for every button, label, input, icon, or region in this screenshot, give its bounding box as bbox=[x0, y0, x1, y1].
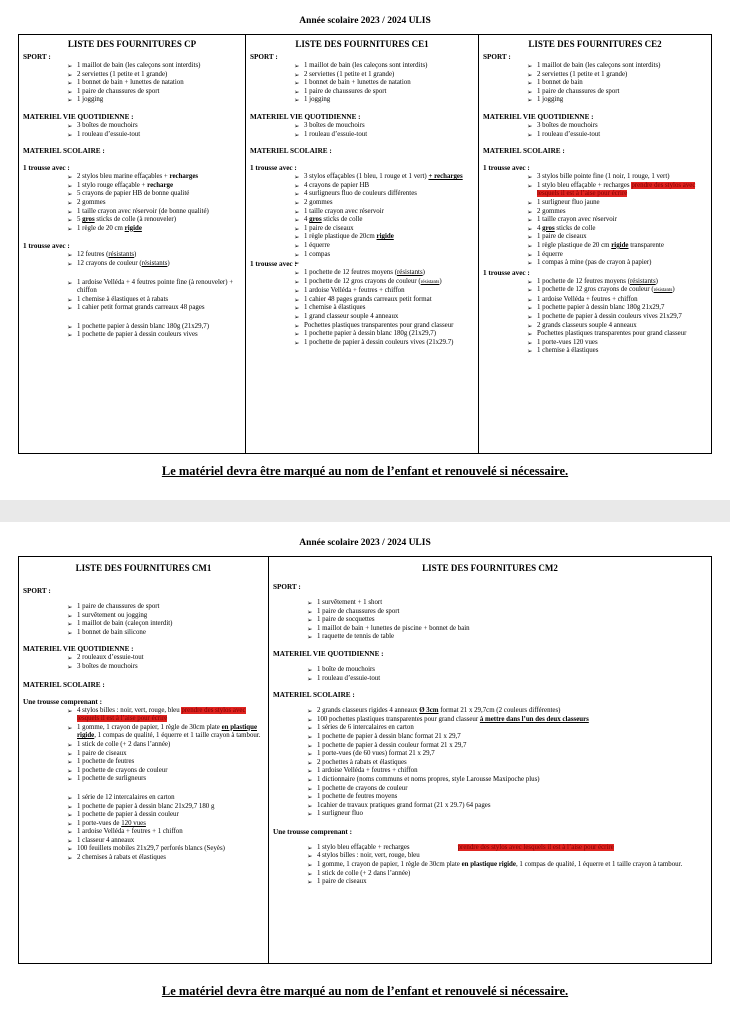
list-item: ➢ 1 cahier petit format grands carreaux 48 pages bbox=[67, 304, 241, 313]
list-item: ➢ 1 maillot de bain (les caleçons sont interdits) bbox=[67, 62, 241, 71]
list-item: ➢ 1 pochette de 12 gros crayons de couleur (résistants) bbox=[527, 286, 707, 296]
trousse-list bbox=[250, 173, 474, 259]
list-item: ➢ 3 boîtes de mouchoirs bbox=[67, 663, 264, 672]
list-item: ➢ Pochettes plastiques transparentes pour grand classeur bbox=[527, 330, 707, 339]
list-item: ➢ 1 stylo bleu effaçable + recharges prendre des stylos avec lesquels il est à l’aise pour écrire bbox=[307, 844, 707, 853]
column-ce1 bbox=[246, 35, 479, 453]
list-item: ➢ 1 pochette de crayons de couleur bbox=[307, 785, 707, 794]
highlight-note: prendre des stylos avec lesquels il est à l’aise pour écrire bbox=[457, 843, 614, 851]
list-item: ➢ 1 paire de chaussures de sport bbox=[294, 88, 474, 97]
supply-table bbox=[18, 556, 712, 964]
list-item: ➢ 3 stylos bille pointe fine (1 noir, 1 rouge, 1 vert) bbox=[527, 173, 707, 182]
list-item: ➢ 4 stylos billes : noir, vert, rouge, bleu prendre des stylos avec lesquels il est à l’aise pour écrire bbox=[67, 707, 264, 724]
list-item: ➢ 2 grands classeurs souple 4 anneaux bbox=[527, 322, 707, 331]
list-item: ➢ 1 jogging bbox=[67, 96, 241, 105]
list-item: ➢ 1 pochette de 12 feutres moyens (résistants) bbox=[527, 278, 707, 287]
list-item: ➢ 1 pochette de 12 feutres moyens (résistants) bbox=[294, 269, 474, 278]
vie-list bbox=[483, 122, 707, 139]
list-item: ➢ 1 paire de chaussures de sport bbox=[307, 608, 707, 617]
list-item: ➢ 1 règle plastique de 20cm rigide bbox=[294, 233, 474, 242]
list-item: ➢ 1 séries de 6 intercalaires en carton bbox=[307, 724, 707, 733]
list-item: ➢ 1 rouleau d’essuie-tout bbox=[294, 131, 474, 140]
list-item: ➢ 3 boîtes de mouchoirs bbox=[67, 122, 241, 131]
list-item: ➢ 4 gros sticks de colle bbox=[527, 225, 707, 234]
list-item: ➢ 1 jogging bbox=[527, 96, 707, 105]
trousse-list bbox=[483, 173, 707, 268]
list-item: ➢ 1 équerre bbox=[527, 251, 707, 260]
list-item: ➢ 100 pochettes plastiques transparentes pour grand classeur à mettre dans l’un des deux classeurs bbox=[307, 716, 707, 725]
list-item: ➢ 2 serviettes (1 petite et 1 grande) bbox=[67, 71, 241, 80]
sport-list bbox=[23, 62, 241, 105]
list-item: ➢ 5 gros sticks de colle (à renouveler) bbox=[67, 216, 241, 225]
list-item: ➢ 4 gros sticks de colle bbox=[294, 216, 474, 225]
list-item: ➢ 1 pochette de papier à dessin couleur bbox=[67, 811, 264, 820]
list-item: ➢ 1 paire de chaussures de sport bbox=[527, 88, 707, 97]
list-item: ➢ 1 pochette de papier à dessin couleurs vives 21x29,7 bbox=[527, 313, 707, 322]
list-item: ➢ 1 chemise à élastiques bbox=[527, 347, 707, 356]
list-item: ➢ 1 pochette papier à dessin blanc 180g (21x29,7) bbox=[294, 330, 474, 339]
list-item: ➢ 1 bonnet de bain + lunettes de natation bbox=[294, 79, 474, 88]
list-item: ➢ 12 crayons de couleur (résistants) bbox=[67, 260, 241, 269]
column-title: LISTE DES FOURNITURES CM2 bbox=[422, 563, 558, 573]
list-item: ➢ 1 série de 12 intercalaires en carton bbox=[67, 794, 264, 803]
list-item: ➢ 1 bonnet de bain bbox=[527, 79, 707, 88]
list-item: ➢ 1 porte-vues de 120 vues bbox=[67, 820, 264, 829]
list-item: ➢ 1 surligneur fluo jaune bbox=[527, 199, 707, 208]
list-item: ➢ 12 feutres (résistants) bbox=[67, 251, 241, 260]
column-title: LISTE DES FOURNITURES CM1 bbox=[75, 563, 212, 573]
column-cm1 bbox=[19, 557, 269, 963]
list-item: ➢ 1 bonnet de bain silicone bbox=[67, 629, 264, 638]
list-item: ➢ 1 stick de colle (+ 2 dans l’année) bbox=[307, 870, 707, 879]
section-scolaire: MATERIEL SCOLAIRE : bbox=[23, 680, 105, 689]
list-item: ➢ 1cahier de travaux pratiques grand format (21 x 29.7) 64 pages bbox=[307, 802, 707, 811]
list-item: ➢ 1 classeur 4 anneaux bbox=[67, 837, 264, 846]
vie-list bbox=[23, 654, 264, 671]
column-title: LISTE DES FOURNITURES CP bbox=[67, 39, 197, 49]
list-item: ➢ 3 boîtes de mouchoirs bbox=[527, 122, 707, 131]
list-item: ➢ 1 pochette papier à dessin blanc 180g 21x29,7 bbox=[527, 304, 707, 313]
section-sport: SPORT : bbox=[23, 587, 51, 595]
list-item: ➢ 1 pochette de surligneurs bbox=[67, 775, 264, 784]
list-item: ➢ 1 maillot de bain + lunettes de piscine + bonnet de bain bbox=[307, 625, 707, 634]
list-item: ➢ 1 règle plastique de 20 cm rigide transparente bbox=[527, 242, 707, 251]
supply-sheet-2 bbox=[0, 522, 730, 1024]
column-cm2 bbox=[269, 557, 711, 963]
section-sport: SPORT : bbox=[483, 53, 511, 61]
list-item: ➢ 1 ardoise Velléda + feutres + chiffon bbox=[307, 767, 707, 776]
list-item: ➢ 1 stick de colle (+ 2 dans l’année) bbox=[67, 741, 264, 750]
list-item: ➢ 1 compas à mine (pas de crayon à papier) bbox=[527, 259, 707, 268]
list-item: ➢ 2 gommes bbox=[294, 199, 474, 208]
trousse-label: Une trousse comprenant : bbox=[273, 827, 352, 836]
list-item: ➢ 1 rouleau d’essuie-tout bbox=[307, 675, 707, 684]
trousse-list bbox=[483, 278, 707, 356]
column-title: LISTE DES FOURNITURES CE2 bbox=[528, 39, 662, 49]
highlight-note: prendre des stylos avec lesquels il est à l’aise pour écrire bbox=[537, 181, 696, 198]
vie-list bbox=[23, 122, 241, 139]
section-vie-quotidienne: MATERIEL VIE QUOTIDIENNE : bbox=[250, 112, 361, 121]
supply-table bbox=[18, 34, 712, 454]
list-item: ➢ 2 gommes bbox=[527, 208, 707, 217]
trousse-list bbox=[23, 173, 241, 233]
column-title: LISTE DES FOURNITURES CE1 bbox=[295, 39, 429, 49]
sport-list bbox=[23, 603, 264, 637]
list-item: ➢ Pochettes plastiques transparentes pour grand classeur bbox=[294, 322, 474, 331]
list-item: ➢ 1 paire de socquettes bbox=[307, 616, 707, 625]
list-item: ➢ 4 surligneurs fluo de couleurs différentes bbox=[294, 190, 474, 199]
section-vie-quotidienne: MATERIEL VIE QUOTIDIENNE : bbox=[23, 112, 134, 121]
list-item: ➢ 1 ardoise Velléda + feutres + 1 chiffon bbox=[67, 828, 264, 837]
list-item: ➢ 1 rouleau d’essuie-tout bbox=[527, 131, 707, 140]
list-item: ➢ 1 bonnet de bain + lunettes de natation bbox=[67, 79, 241, 88]
list-item: ➢ 1 pochette de papier à dessin blanc format 21 x 29,7 bbox=[307, 733, 707, 742]
list-item: ➢ 1 pochette de papier à dessin couleurs vives bbox=[67, 331, 241, 340]
section-sport: SPORT : bbox=[23, 53, 51, 61]
list-item: ➢ 1 porte-vues (de 60 vues) format 21 x 29,7 bbox=[307, 750, 707, 759]
list-item: ➢ 1 paire de ciseaux bbox=[527, 233, 707, 242]
list-item: ➢ 2 serviettes (1 petite et 1 grande) bbox=[294, 71, 474, 80]
section-sport: SPORT : bbox=[273, 583, 301, 591]
list-item: ➢ 1 paire de chaussures de sport bbox=[67, 603, 264, 612]
list-item: ➢ 1 ardoise Velléda + feutres + chiffon bbox=[527, 296, 707, 305]
list-item: ➢ 1 cahier 48 pages grands carreaux petit format bbox=[294, 296, 474, 305]
list-item: ➢ 1 boîte de mouchoirs bbox=[307, 666, 707, 675]
trousse-label: 1 trousse avec : bbox=[483, 268, 530, 277]
list-item: ➢ 2 rouleaux d’essuie-tout bbox=[67, 654, 264, 663]
list-item: ➢ 1 pochette papier à dessin blanc 180g (21x29,7) bbox=[67, 323, 241, 332]
list-item: ➢ 1 grand classeur souple 4 anneaux bbox=[294, 313, 474, 322]
list-item: ➢ 1 chemise à élastiques et à rabats bbox=[67, 296, 241, 305]
vie-list bbox=[250, 122, 474, 139]
list-item: ➢ 1 pochette de papier à dessin blanc 21x29,7 180 g bbox=[67, 803, 264, 812]
section-scolaire: MATERIEL SCOLAIRE : bbox=[23, 147, 105, 156]
list-item: ➢ 5 crayons de papier HB de bonne qualité bbox=[67, 190, 241, 199]
list-item: ➢ 1 taille crayon avec réservoir bbox=[527, 216, 707, 225]
sport-list bbox=[273, 599, 707, 642]
list-item: ➢ 1 équerre bbox=[294, 242, 474, 251]
section-vie-quotidienne: MATERIEL VIE QUOTIDIENNE : bbox=[273, 649, 384, 658]
trousse-label: 1 trousse avec : bbox=[250, 164, 297, 173]
scolaire-list bbox=[273, 707, 707, 819]
list-item: ➢ 1 dictionnaire (noms communs et noms propres, style Larousse Maxipoche plus) bbox=[307, 776, 707, 785]
list-item: ➢ 1 règle de 20 cm rigide bbox=[67, 225, 241, 234]
column-cp bbox=[19, 35, 246, 453]
list-item: ➢ 1 pochette de crayons de couleur bbox=[67, 767, 264, 776]
list-item: ➢ 1 pochette de 12 gros crayons de couleur (résistants) bbox=[294, 278, 474, 288]
list-item: ➢ 1 taille crayon avec réservoir bbox=[294, 208, 474, 217]
page-separator bbox=[0, 500, 730, 522]
list-item: ➢ 1 stylo rouge effaçable + recharge bbox=[67, 182, 241, 191]
list-item: ➢ 3 boîtes de mouchoirs bbox=[294, 122, 474, 131]
trousse-label: 1 trousse avec : bbox=[23, 242, 70, 251]
page-header: Année scolaire 2023 / 2024 ULIS bbox=[299, 16, 431, 26]
vie-list bbox=[273, 666, 707, 683]
list-item: ➢ 1 paire de ciseaux bbox=[67, 750, 264, 759]
list-item: ➢ 2 grands classeurs rigides 4 anneaux Ø 3cm format 21 x 29,7cm (2 couleurs différentes) bbox=[307, 707, 707, 716]
section-sport: SPORT : bbox=[250, 53, 278, 61]
list-item: ➢ 1 raquette de tennis de table bbox=[307, 633, 707, 642]
list-item: ➢ 1 gomme, 1 crayon de papier, 1 règle de 30cm plate en plastique rigide, 1 compas de qualité, 1 équerre et 1 taille crayon à tambour. bbox=[307, 861, 707, 870]
list-item: ➢ 1 ardoise Velléda + 4 feutres pointe fine (à renouveler) + chiffon bbox=[67, 279, 241, 296]
list-item: ➢ 1 maillot de bain (les caleçons sont interdits) bbox=[527, 62, 707, 71]
list-item: ➢ 1 stylo bleu effaçable + recharges prendre des stylos avec lesquels il est à l’aise pour écrire bbox=[527, 182, 707, 199]
section-vie-quotidienne: MATERIEL VIE QUOTIDIENNE : bbox=[483, 112, 594, 121]
list-item: ➢ 1 paire de ciseaux bbox=[294, 225, 474, 234]
list-item: ➢ 1 compas bbox=[294, 251, 474, 260]
list-item: ➢ 1 ardoise Velléda + feutres + chiffon bbox=[294, 287, 474, 296]
trousse-list bbox=[23, 707, 264, 863]
list-item: ➢ 1 jogging bbox=[294, 96, 474, 105]
section-scolaire: MATERIEL SCOLAIRE : bbox=[483, 147, 565, 156]
list-item: ➢ 1 surligneur fluo bbox=[307, 810, 707, 819]
page-header: Année scolaire 2023 / 2024 ULIS bbox=[299, 538, 431, 548]
list-item: ➢ 100 feuillets mobiles 21x29,7 perforés blancs (Seyès) bbox=[67, 845, 264, 854]
list-item: ➢ 1 chemise à élastiques bbox=[294, 304, 474, 313]
trousse-label: 1 trousse avec : bbox=[23, 164, 70, 173]
list-item: ➢ 2 serviettes (1 petite et 1 grande) bbox=[527, 71, 707, 80]
list-item: ➢ 1 pochette de papier à dessin couleur format 21 x 29,7 bbox=[307, 742, 707, 751]
highlight-note: prendre des stylos avec lesquels il est à l’aise pour écrire bbox=[77, 706, 246, 723]
list-item: ➢ 1 paire de chaussures de sport bbox=[67, 88, 241, 97]
list-item: ➢ 1 taille crayon avec réservoir (de bonne qualité) bbox=[67, 208, 241, 217]
list-item: ➢ 1 rouleau d’essuie-tout bbox=[67, 131, 241, 140]
section-vie-quotidienne: MATERIEL VIE QUOTIDIENNE : bbox=[23, 645, 134, 654]
list-item: ➢ 1 survêtement ou jogging bbox=[67, 612, 264, 621]
column-ce2 bbox=[479, 35, 711, 453]
trousse-label: Une trousse comprenant : bbox=[23, 697, 102, 706]
list-item: ➢ 1 pochette de feutres bbox=[67, 758, 264, 767]
list-item: ➢ 3 stylos effaçables (1 bleu, 1 rouge et 1 vert) + recharges bbox=[294, 173, 474, 182]
list-item: ➢ 2 pochettes à rabats et élastiques bbox=[307, 759, 707, 768]
list-item: ➢ 1 pochette de papier à dessin couleurs vives (21x29.7) bbox=[294, 339, 474, 348]
list-item: ➢ 2 gommes bbox=[67, 199, 241, 208]
trousse-list bbox=[23, 251, 241, 340]
list-item: ➢ 1 maillot de bain (les caleçons sont interdits) bbox=[294, 62, 474, 71]
trousse-list bbox=[250, 269, 474, 347]
section-scolaire: MATERIEL SCOLAIRE : bbox=[250, 147, 332, 156]
list-item: ➢ 1 gomme, 1 crayon de papier, 1 règle de 30cm plate en plastique rigide, 1 compas de qualité, 1 équerre et 1 taille crayon à tambour. bbox=[67, 724, 264, 741]
footer-note: Le matériel devra être marqué au nom de l’enfant et renouvelé si nécessaire. bbox=[161, 464, 569, 478]
section-scolaire: MATERIEL SCOLAIRE : bbox=[273, 691, 355, 700]
list-item: ➢ 2 stylos bleu marine effaçables + recharges bbox=[67, 173, 241, 182]
list-item: ➢ 1 porte-vues 120 vues bbox=[527, 339, 707, 348]
trousse-label: 1 trousse avec : bbox=[483, 164, 530, 173]
list-item: ➢ 1 pochette de feutres moyens bbox=[307, 793, 707, 802]
supply-sheet-1 bbox=[0, 0, 730, 500]
list-item: ➢ 4 stylos billes : noir, vert, rouge, bleu bbox=[307, 852, 707, 861]
footer-note: Le matériel devra être marqué au nom de l’enfant et renouvelé si nécessaire. bbox=[161, 984, 569, 998]
list-item: ➢ 1 maillot de bain (caleçon interdit) bbox=[67, 620, 264, 629]
trousse-list bbox=[273, 844, 707, 887]
sport-list bbox=[483, 62, 707, 105]
list-item: ➢ 2 chemises à rabats et élastiques bbox=[67, 854, 264, 863]
list-item: ➢ 4 crayons de papier HB bbox=[294, 182, 474, 191]
sport-list bbox=[250, 62, 474, 105]
list-item: ➢ 1 paire de ciseaux bbox=[307, 878, 707, 887]
list-item: ➢ 1 survêtement + 1 short bbox=[307, 599, 707, 608]
trousse-label: 1 trousse avec : bbox=[250, 260, 297, 269]
